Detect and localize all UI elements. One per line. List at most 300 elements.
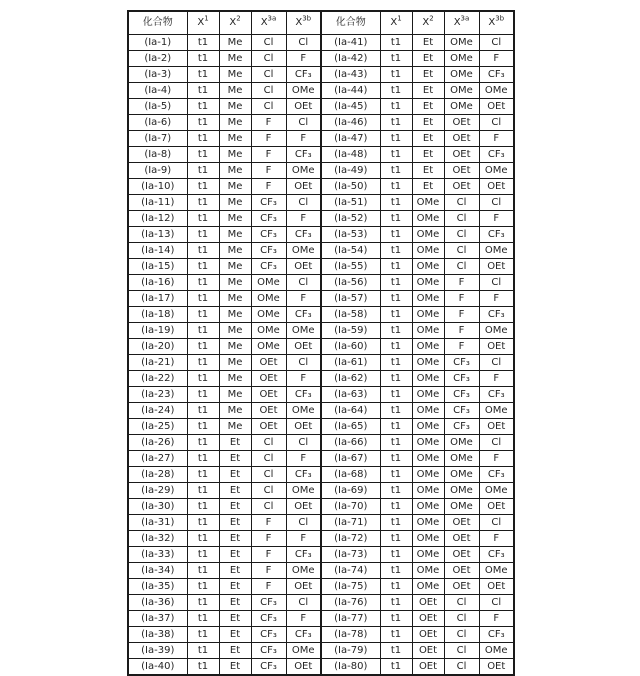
substituent-cell: OEt xyxy=(251,403,286,419)
substituent-cell: t1 xyxy=(380,659,412,676)
substituent-cell: Et xyxy=(412,51,444,67)
compound-cell: (Ia-38) xyxy=(128,627,187,643)
substituent-cell: F xyxy=(251,515,286,531)
substituent-cell: Me xyxy=(219,419,251,435)
substituent-cell: Cl xyxy=(251,499,286,515)
substituent-cell: OEt xyxy=(251,355,286,371)
compound-cell: (Ia-54) xyxy=(321,243,380,259)
substituent-cell: F xyxy=(286,451,321,467)
substituent-cell: Cl xyxy=(286,35,321,51)
substituent-cell: Cl xyxy=(479,195,514,211)
table-row xyxy=(128,67,514,83)
compound-cell: (Ia-75) xyxy=(321,579,380,595)
substituent-cell: Me xyxy=(219,227,251,243)
substituent-cell: t1 xyxy=(380,451,412,467)
substituent-cell: OEt xyxy=(479,499,514,515)
substituent-cell: F xyxy=(479,291,514,307)
substituent-cell: OEt xyxy=(251,387,286,403)
substituent-cell: Et xyxy=(412,115,444,131)
substituent-cell: OMe xyxy=(412,323,444,339)
substituent-cell: OMe xyxy=(412,259,444,275)
substituent-cell: OMe xyxy=(251,323,286,339)
substituent-cell: CF₃ xyxy=(251,611,286,627)
table-row xyxy=(128,131,514,147)
substituent-cell: CF₃ xyxy=(479,627,514,643)
substituent-cell: Cl xyxy=(251,467,286,483)
substituent-cell: t1 xyxy=(187,659,219,676)
table-row xyxy=(128,275,514,291)
compound-cell: (Ia-12) xyxy=(128,211,187,227)
compound-cell: (Ia-40) xyxy=(128,659,187,676)
substituent-cell: t1 xyxy=(187,243,219,259)
substituent-cell: OMe xyxy=(412,579,444,595)
substituent-cell: Cl xyxy=(286,195,321,211)
substituent-cell: OMe xyxy=(479,243,514,259)
compound-cell: (Ia-19) xyxy=(128,323,187,339)
substituent-cell: Et xyxy=(412,179,444,195)
substituent-cell: F xyxy=(286,131,321,147)
substituent-cell: t1 xyxy=(187,211,219,227)
substituent-cell: Cl xyxy=(286,515,321,531)
substituent-cell: t1 xyxy=(187,275,219,291)
substituent-cell: Et xyxy=(219,659,251,676)
substituent-cell: t1 xyxy=(380,595,412,611)
substituent-cell: Cl xyxy=(444,595,479,611)
substituent-cell: CF₃ xyxy=(286,307,321,323)
table-row xyxy=(128,467,514,483)
table-row xyxy=(128,243,514,259)
substituent-cell: OEt xyxy=(286,419,321,435)
substituent-cell: t1 xyxy=(380,99,412,115)
table-body xyxy=(128,35,514,676)
substituent-cell: t1 xyxy=(187,515,219,531)
substituent-cell: CF₃ xyxy=(286,387,321,403)
table-row xyxy=(128,307,514,323)
compound-cell: (Ia-74) xyxy=(321,563,380,579)
substituent-cell: t1 xyxy=(187,99,219,115)
substituent-cell: t1 xyxy=(380,275,412,291)
substituent-cell: OEt xyxy=(286,579,321,595)
column-header-x2: $X^2$ xyxy=(412,11,444,35)
table-row xyxy=(128,355,514,371)
substituent-cell: t1 xyxy=(380,147,412,163)
substituent-cell: CF₃ xyxy=(444,403,479,419)
substituent-cell: Et xyxy=(219,499,251,515)
table-row xyxy=(128,371,514,387)
substituent-cell: CF₃ xyxy=(479,227,514,243)
substituent-cell: Et xyxy=(219,467,251,483)
compound-cell: (Ia-11) xyxy=(128,195,187,211)
table-row xyxy=(128,659,514,676)
column-header-compound: 化合物 xyxy=(321,11,380,35)
substituent-cell: F xyxy=(251,179,286,195)
substituent-cell: F xyxy=(286,51,321,67)
substituent-cell: t1 xyxy=(380,467,412,483)
substituent-cell: t1 xyxy=(187,179,219,195)
substituent-cell: t1 xyxy=(187,499,219,515)
compound-cell: (Ia-76) xyxy=(321,595,380,611)
substituent-cell: t1 xyxy=(187,291,219,307)
substituent-cell: F xyxy=(479,371,514,387)
compound-cell: (Ia-17) xyxy=(128,291,187,307)
substituent-cell: F xyxy=(251,163,286,179)
compound-cell: (Ia-58) xyxy=(321,307,380,323)
substituent-cell: OEt xyxy=(286,99,321,115)
substituent-cell: t1 xyxy=(380,211,412,227)
substituent-cell: OMe xyxy=(412,467,444,483)
substituent-cell: CF₃ xyxy=(251,595,286,611)
substituent-cell: Cl xyxy=(444,227,479,243)
compound-cell: (Ia-50) xyxy=(321,179,380,195)
substituent-cell: Me xyxy=(219,403,251,419)
substituent-cell: CF₃ xyxy=(444,387,479,403)
substituent-cell: OEt xyxy=(286,179,321,195)
substituent-cell: OEt xyxy=(444,179,479,195)
substituent-cell: Et xyxy=(219,531,251,547)
substituent-cell: CF₃ xyxy=(479,67,514,83)
substituent-cell: Et xyxy=(412,83,444,99)
substituent-cell: OMe xyxy=(444,483,479,499)
compound-cell: (Ia-53) xyxy=(321,227,380,243)
compound-cell: (Ia-24) xyxy=(128,403,187,419)
substituent-cell: t1 xyxy=(380,259,412,275)
substituent-cell: Cl xyxy=(251,483,286,499)
compound-cell: (Ia-26) xyxy=(128,435,187,451)
compound-cell: (Ia-4) xyxy=(128,83,187,99)
substituent-cell: t1 xyxy=(187,579,219,595)
substituent-cell: t1 xyxy=(380,499,412,515)
substituent-cell: OMe xyxy=(251,339,286,355)
substituent-cell: t1 xyxy=(380,643,412,659)
substituent-cell: Cl xyxy=(251,435,286,451)
compound-cell: (Ia-6) xyxy=(128,115,187,131)
substituent-cell: Me xyxy=(219,259,251,275)
compound-cell: (Ia-47) xyxy=(321,131,380,147)
compound-cell: (Ia-59) xyxy=(321,323,380,339)
substituent-cell: Cl xyxy=(251,35,286,51)
table-row xyxy=(128,627,514,643)
substituent-cell: t1 xyxy=(380,307,412,323)
substituent-cell: OEt xyxy=(479,259,514,275)
table-row xyxy=(128,35,514,51)
substituent-cell: t1 xyxy=(187,259,219,275)
substituent-cell: Cl xyxy=(479,515,514,531)
substituent-cell: CF₃ xyxy=(444,355,479,371)
substituent-cell: Cl xyxy=(251,83,286,99)
substituent-cell: CF₃ xyxy=(444,419,479,435)
table-row xyxy=(128,611,514,627)
substituent-cell: Me xyxy=(219,355,251,371)
substituent-cell: OMe xyxy=(479,643,514,659)
substituent-cell: F xyxy=(286,291,321,307)
compound-cell: (Ia-44) xyxy=(321,83,380,99)
compound-cell: (Ia-48) xyxy=(321,147,380,163)
compound-cell: (Ia-61) xyxy=(321,355,380,371)
substituent-cell: OEt xyxy=(479,339,514,355)
substituent-cell: CF₃ xyxy=(286,147,321,163)
substituent-cell: Et xyxy=(219,627,251,643)
substituent-cell: F xyxy=(444,291,479,307)
compound-cell: (Ia-32) xyxy=(128,531,187,547)
compound-cell: (Ia-42) xyxy=(321,51,380,67)
compound-cell: (Ia-27) xyxy=(128,451,187,467)
substituent-cell: CF₃ xyxy=(251,243,286,259)
compound-cell: (Ia-64) xyxy=(321,403,380,419)
substituent-cell: F xyxy=(479,611,514,627)
substituent-cell: t1 xyxy=(187,195,219,211)
substituent-cell: t1 xyxy=(380,355,412,371)
table-row xyxy=(128,643,514,659)
substituent-cell: Et xyxy=(412,131,444,147)
substituent-cell: OMe xyxy=(286,323,321,339)
column-header-compound: 化合物 xyxy=(128,11,187,35)
compound-cell: (Ia-73) xyxy=(321,547,380,563)
substituent-cell: Me xyxy=(219,243,251,259)
substituent-cell: t1 xyxy=(380,243,412,259)
substituent-cell: Me xyxy=(219,83,251,99)
substituent-cell: CF₃ xyxy=(479,467,514,483)
table-row xyxy=(128,259,514,275)
table-row xyxy=(128,499,514,515)
substituent-cell: t1 xyxy=(380,195,412,211)
substituent-cell: t1 xyxy=(380,115,412,131)
substituent-cell: t1 xyxy=(380,323,412,339)
substituent-cell: t1 xyxy=(187,163,219,179)
substituent-cell: t1 xyxy=(187,387,219,403)
compound-cell: (Ia-70) xyxy=(321,499,380,515)
substituent-cell: OMe xyxy=(286,83,321,99)
compound-cell: (Ia-10) xyxy=(128,179,187,195)
compound-cell: (Ia-45) xyxy=(321,99,380,115)
substituent-cell: Cl xyxy=(479,115,514,131)
substituent-cell: CF₃ xyxy=(479,547,514,563)
substituent-cell: OMe xyxy=(412,355,444,371)
substituent-cell: OEt xyxy=(479,579,514,595)
table-row xyxy=(128,483,514,499)
substituent-cell: t1 xyxy=(380,419,412,435)
substituent-cell: OMe xyxy=(412,531,444,547)
substituent-cell: t1 xyxy=(187,547,219,563)
table-row xyxy=(128,179,514,195)
substituent-cell: t1 xyxy=(380,483,412,499)
substituent-cell: Et xyxy=(219,611,251,627)
compound-cell: (Ia-37) xyxy=(128,611,187,627)
substituent-cell: Me xyxy=(219,339,251,355)
substituent-cell: Me xyxy=(219,371,251,387)
substituent-cell: OEt xyxy=(286,339,321,355)
substituent-cell: OEt xyxy=(286,499,321,515)
substituent-cell: t1 xyxy=(187,35,219,51)
compound-cell: (Ia-72) xyxy=(321,531,380,547)
substituent-cell: Et xyxy=(412,163,444,179)
compound-cell: (Ia-49) xyxy=(321,163,380,179)
substituent-cell: OMe xyxy=(444,83,479,99)
substituent-cell: F xyxy=(444,275,479,291)
table-row xyxy=(128,579,514,595)
substituent-cell: F xyxy=(479,51,514,67)
substituent-cell: t1 xyxy=(380,435,412,451)
table-row xyxy=(128,83,514,99)
compound-cell: (Ia-33) xyxy=(128,547,187,563)
substituent-cell: F xyxy=(479,131,514,147)
substituent-cell: t1 xyxy=(187,531,219,547)
substituent-cell: F xyxy=(251,115,286,131)
substituent-cell: t1 xyxy=(380,35,412,51)
substituent-cell: Me xyxy=(219,275,251,291)
substituent-cell: t1 xyxy=(187,227,219,243)
table-row xyxy=(128,339,514,355)
table-header xyxy=(128,11,514,35)
compound-cell: (Ia-16) xyxy=(128,275,187,291)
substituent-cell: t1 xyxy=(380,563,412,579)
table-row xyxy=(128,563,514,579)
substituent-cell: CF₃ xyxy=(251,259,286,275)
substituent-cell: OEt xyxy=(444,131,479,147)
substituent-cell: F xyxy=(479,211,514,227)
substituent-cell: Cl xyxy=(286,275,321,291)
substituent-cell: t1 xyxy=(380,579,412,595)
substituent-cell: CF₃ xyxy=(444,371,479,387)
compound-cell: (Ia-63) xyxy=(321,387,380,403)
substituent-cell: t1 xyxy=(380,163,412,179)
table-row xyxy=(128,531,514,547)
substituent-cell: OEt xyxy=(444,147,479,163)
substituent-cell: OMe xyxy=(479,323,514,339)
compound-cell: (Ia-51) xyxy=(321,195,380,211)
substituent-cell: t1 xyxy=(187,115,219,131)
compound-cell: (Ia-8) xyxy=(128,147,187,163)
table-row xyxy=(128,51,514,67)
substituent-cell: OMe xyxy=(286,163,321,179)
substituent-cell: t1 xyxy=(380,531,412,547)
substituent-cell: OMe xyxy=(444,435,479,451)
substituent-cell: OEt xyxy=(479,179,514,195)
substituent-cell: F xyxy=(251,579,286,595)
table-row xyxy=(128,435,514,451)
substituent-cell: Et xyxy=(219,515,251,531)
substituent-cell: F xyxy=(251,563,286,579)
compound-cell: (Ia-14) xyxy=(128,243,187,259)
compound-cell: (Ia-18) xyxy=(128,307,187,323)
substituent-cell: OMe xyxy=(479,483,514,499)
compound-cell: (Ia-57) xyxy=(321,291,380,307)
substituent-cell: Cl xyxy=(444,211,479,227)
compound-cell: (Ia-36) xyxy=(128,595,187,611)
substituent-cell: F xyxy=(251,131,286,147)
substituent-cell: Et xyxy=(412,99,444,115)
substituent-cell: Cl xyxy=(444,611,479,627)
substituent-cell: Me xyxy=(219,195,251,211)
compound-cell: (Ia-56) xyxy=(321,275,380,291)
compound-cell: (Ia-65) xyxy=(321,419,380,435)
substituent-cell: Et xyxy=(219,435,251,451)
substituent-cell: Et xyxy=(219,563,251,579)
substituent-cell: t1 xyxy=(187,307,219,323)
substituent-cell: OEt xyxy=(479,419,514,435)
substituent-cell: Me xyxy=(219,387,251,403)
substituent-cell: OMe xyxy=(479,563,514,579)
substituent-cell: OMe xyxy=(444,499,479,515)
substituent-cell: CF₃ xyxy=(251,227,286,243)
substituent-cell: F xyxy=(444,323,479,339)
compound-cell: (Ia-67) xyxy=(321,451,380,467)
substituent-cell: t1 xyxy=(187,323,219,339)
compound-cell: (Ia-29) xyxy=(128,483,187,499)
substituent-cell: OEt xyxy=(412,659,444,676)
substituent-cell: OMe xyxy=(479,403,514,419)
compound-cell: (Ia-21) xyxy=(128,355,187,371)
substituent-cell: F xyxy=(286,531,321,547)
column-header-x3b: $X^{3b}$ xyxy=(286,11,321,35)
substituent-cell: t1 xyxy=(380,291,412,307)
compound-cell: (Ia-1) xyxy=(128,35,187,51)
substituent-cell: OMe xyxy=(412,227,444,243)
table-row xyxy=(128,451,514,467)
substituent-cell: OMe xyxy=(412,371,444,387)
compound-cell: (Ia-2) xyxy=(128,51,187,67)
substituent-cell: Cl xyxy=(479,275,514,291)
table-row xyxy=(128,227,514,243)
table-row xyxy=(128,403,514,419)
table-row xyxy=(128,515,514,531)
column-header-x2: $X^2$ xyxy=(219,11,251,35)
substituent-cell: OMe xyxy=(251,275,286,291)
column-header-x3a: $X^{3a}$ xyxy=(444,11,479,35)
substituent-cell: OMe xyxy=(479,163,514,179)
substituent-cell: F xyxy=(251,547,286,563)
substituent-cell: OEt xyxy=(479,659,514,676)
compound-cell: (Ia-79) xyxy=(321,643,380,659)
column-header-x1: $X^1$ xyxy=(380,11,412,35)
substituent-cell: OMe xyxy=(251,291,286,307)
substituent-cell: Cl xyxy=(444,195,479,211)
substituent-cell: CF₃ xyxy=(251,195,286,211)
substituent-cell: Me xyxy=(219,35,251,51)
substituent-cell: t1 xyxy=(380,627,412,643)
substituent-cell: Me xyxy=(219,179,251,195)
substituent-cell: Cl xyxy=(479,595,514,611)
column-header-x3a: $X^{3a}$ xyxy=(251,11,286,35)
substituent-cell: OMe xyxy=(412,243,444,259)
substituent-cell: Cl xyxy=(286,595,321,611)
substituent-cell: Cl xyxy=(444,659,479,676)
substituent-cell: Me xyxy=(219,323,251,339)
substituent-cell: OMe xyxy=(412,435,444,451)
substituent-cell: t1 xyxy=(187,611,219,627)
substituent-cell: Et xyxy=(219,483,251,499)
compound-cell: (Ia-25) xyxy=(128,419,187,435)
substituent-cell: F xyxy=(444,307,479,323)
compound-cell: (Ia-31) xyxy=(128,515,187,531)
substituent-cell: OEt xyxy=(444,531,479,547)
substituent-cell: t1 xyxy=(380,51,412,67)
substituent-cell: t1 xyxy=(380,339,412,355)
substituent-cell: Cl xyxy=(444,259,479,275)
compound-cell: (Ia-55) xyxy=(321,259,380,275)
compound-cell: (Ia-28) xyxy=(128,467,187,483)
substituent-cell: t1 xyxy=(380,131,412,147)
substituent-cell: t1 xyxy=(187,147,219,163)
table-row xyxy=(128,387,514,403)
substituent-cell: OMe xyxy=(444,451,479,467)
compound-cell: (Ia-52) xyxy=(321,211,380,227)
substituent-cell: CF₃ xyxy=(479,387,514,403)
substituent-cell: t1 xyxy=(187,467,219,483)
substituent-cell: OMe xyxy=(444,35,479,51)
column-header-x1: $X^1$ xyxy=(187,11,219,35)
substituent-cell: Me xyxy=(219,163,251,179)
table-row xyxy=(128,195,514,211)
